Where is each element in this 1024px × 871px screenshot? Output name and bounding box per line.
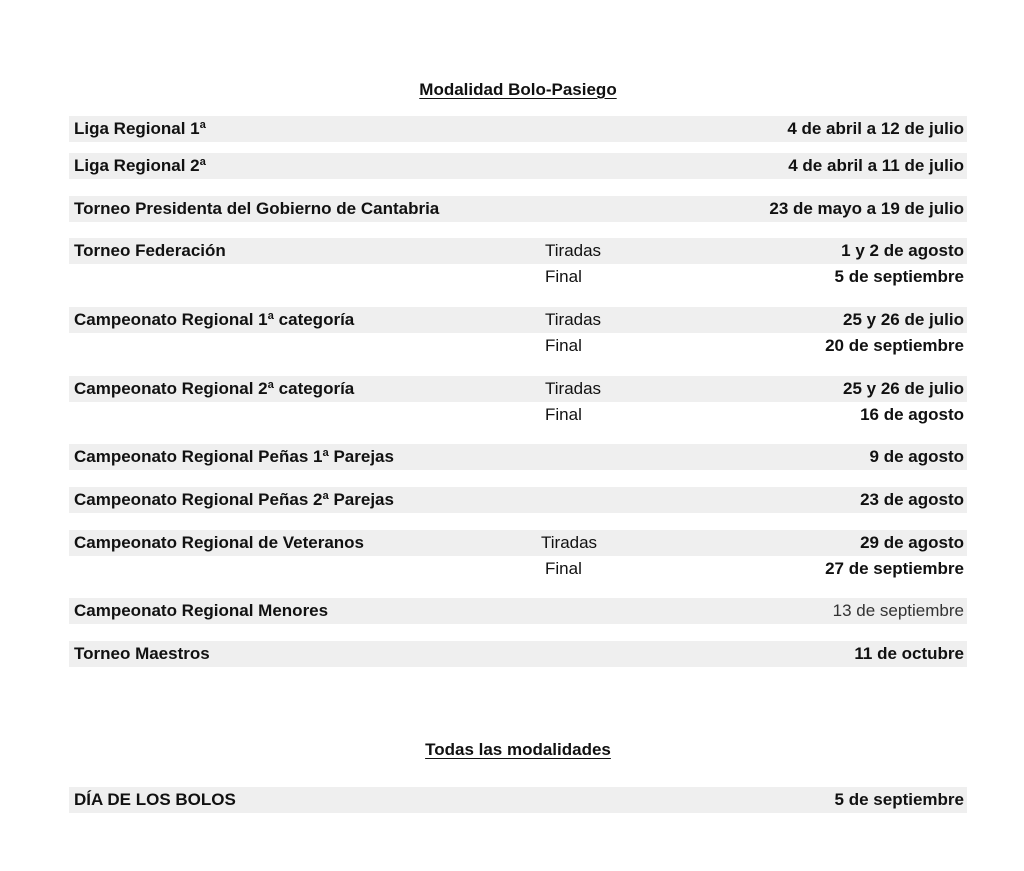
competition-phase: Tiradas (545, 310, 602, 329)
competition-date: 16 de agosto (860, 405, 964, 424)
schedule-row (74, 376, 964, 402)
competition-date: 1 y 2 de agosto (841, 241, 964, 260)
schedule-row (74, 530, 964, 556)
competition-phase: Final (545, 267, 582, 286)
schedule-row (74, 556, 964, 582)
competition-phase: Final (545, 559, 582, 578)
competition-date: 23 de mayo a 19 de julio (769, 199, 964, 218)
competition-date: 23 de agosto (860, 490, 964, 509)
competition-date: 5 de septiembre (834, 790, 964, 809)
section-heading-bolo-pasiego: Modalidad Bolo-Pasiego (419, 80, 617, 99)
competition-name: Liga Regional 2ª (74, 156, 206, 175)
competition-phase: Tiradas (545, 241, 602, 260)
schedule-row (74, 196, 964, 222)
competition-name: Torneo Maestros (74, 644, 210, 663)
competition-name: Campeonato Regional Peñas 2ª Parejas (74, 490, 394, 509)
schedule-row (74, 333, 964, 359)
schedule-row (74, 307, 964, 333)
competition-date: 27 de septiembre (825, 559, 964, 578)
schedule-row (74, 264, 964, 290)
competition-name: Torneo Federación (74, 241, 226, 260)
schedule-row (74, 402, 964, 428)
competition-name: Campeonato Regional 2ª categoría (74, 379, 355, 398)
competition-date: 4 de abril a 11 de julio (788, 156, 964, 175)
schedule-row (74, 641, 964, 667)
competition-name: Campeonato Regional de Veteranos (74, 533, 365, 552)
competition-date: 13 de septiembre (832, 601, 964, 620)
competition-date: 20 de septiembre (825, 336, 964, 355)
schedule-row (74, 444, 964, 470)
competition-phase: Tiradas (545, 379, 602, 398)
schedule-row (74, 598, 964, 624)
competition-date: 29 de agosto (860, 533, 964, 552)
competition-date: 4 de abril a 12 de julio (787, 119, 964, 138)
schedule-row (74, 238, 964, 264)
schedule-row (74, 153, 964, 179)
competition-name: Campeonato Regional 1ª categoría (74, 310, 355, 329)
competition-name: DÍA DE LOS BOLOS (74, 790, 236, 809)
schedule-row (74, 116, 964, 142)
competition-phase: Tiradas (541, 533, 598, 552)
competition-name: Campeonato Regional Menores (74, 601, 329, 620)
competition-name: Campeonato Regional Peñas 1ª Parejas (74, 447, 394, 466)
competition-name: Liga Regional 1ª (74, 119, 206, 138)
competition-name: Torneo Presidenta del Gobierno de Cantabria (74, 199, 440, 218)
competition-date: 9 de agosto (869, 447, 964, 466)
competition-date: 11 de octubre (854, 644, 964, 663)
section-heading-todas-modalidades: Todas las modalidades (425, 740, 611, 759)
competition-phase: Final (545, 336, 582, 355)
schedule-row (74, 487, 964, 513)
competition-phase: Final (545, 405, 582, 424)
competition-date: 5 de septiembre (834, 267, 964, 286)
competition-date: 25 y 26 de julio (843, 310, 964, 329)
schedule-row (74, 787, 964, 813)
competition-date: 25 y 26 de julio (843, 379, 964, 398)
